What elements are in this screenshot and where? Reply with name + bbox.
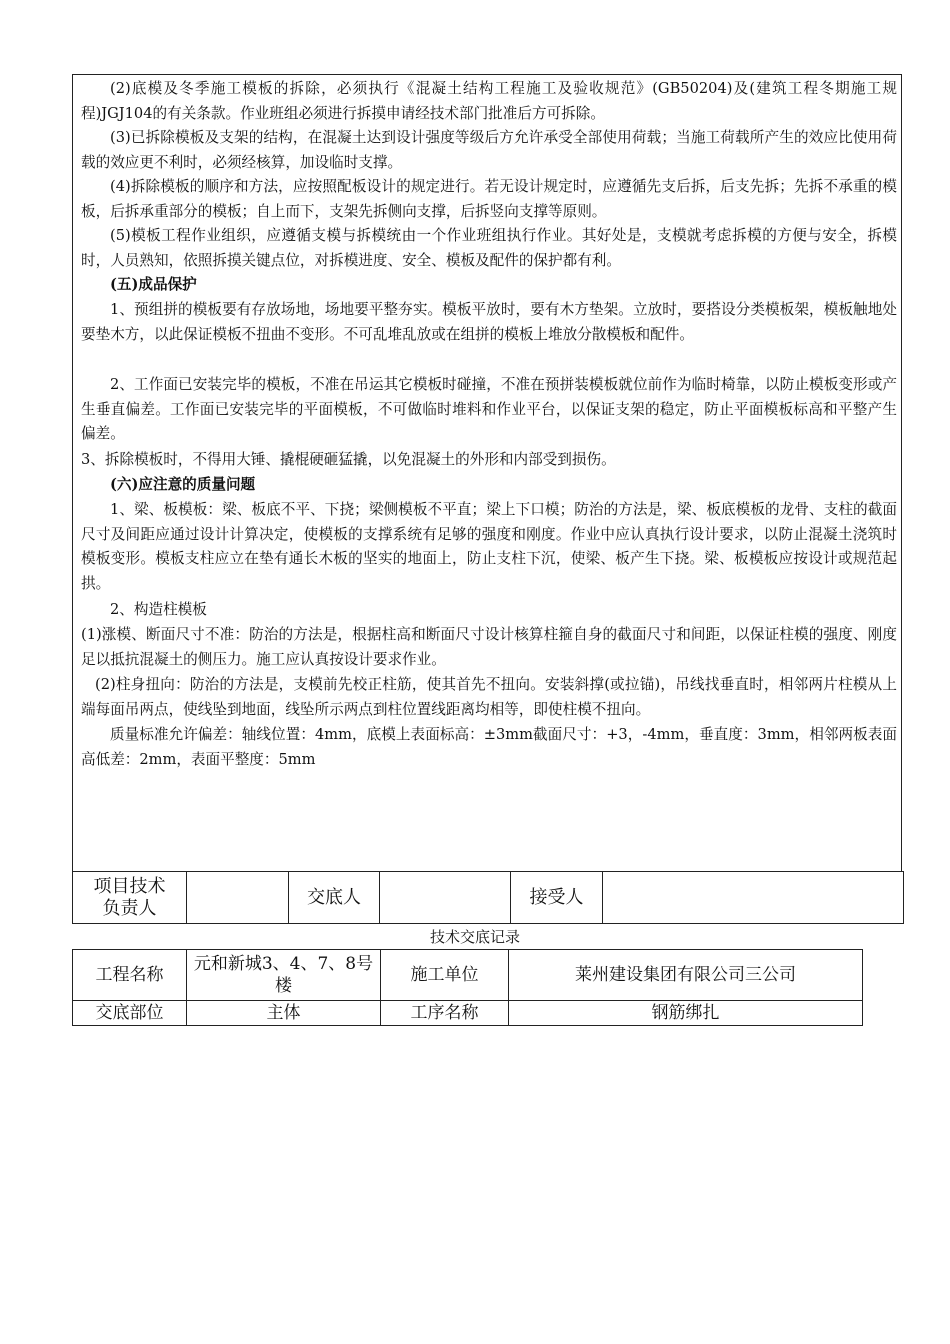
project-name-label: 工程名称 — [73, 950, 187, 1001]
signature-row — [73, 872, 904, 924]
construction-unit-label: 施工单位 — [381, 950, 509, 1001]
paragraph-column-1: (1)涨模、断面尺寸不准：防治的方法是，根据柱高和断面尺寸设计核算柱箍自身的截面尺寸和间距，以保证柱模的强度、刚度足以抵抗混凝土的侧压力。施工应认真按设计要求作业。 — [81, 626, 897, 668]
heading-product-protection: (五)成品保护 — [110, 276, 197, 293]
paragraph-protection-3: 3、拆除模板时，不得用大锤、撬棍硬砸猛撬，以免混凝土的外形和内部受到损伤。 — [81, 451, 616, 468]
paragraph-formwork-removal-2: (2)底模及冬季施工模板的拆除，必须执行《混凝土结构工程施工及验收规范》(GB50204)及(建筑工程冬期施工规程)JGJ104的有关条款。作业班组必须进行拆摸申请经技术部门批准后方可拆除。 — [81, 80, 897, 122]
process-name-value: 钢筋绑扎 — [509, 1001, 863, 1026]
process-name-label: 工序名称 — [381, 1001, 509, 1026]
presenter-label: 交底人 — [289, 872, 380, 924]
part-row — [73, 1001, 863, 1026]
heading-quality-issues: (六)应注意的质量问题 — [110, 476, 256, 493]
paragraph-formwork-removal-4: (4)拆除模板的顺序和方法，应按照配板设计的规定进行。若无设计规定时，应遵循先支后拆，后支先拆；先拆不承重的模板，后拆承重部分的模板；自上而下，支架先拆侧向支撑，后拆竖向支撑等原则。 — [81, 178, 897, 220]
paragraph-protection-1: 1、预组拼的模板要有存放场地，场地要平整夯实。模板平放时，要有木方垫架。立放时，要搭设分类模板架，模板触地处要垫木方，以此保证模板不扭曲不变形。不可乱堆乱放或在组拼的模板上堆放分散模板和配件。 — [81, 301, 897, 343]
paragraph-formwork-removal-5: (5)模板工程作业组织，应遵循支模与拆模统由一个作业班组执行作业。其好处是，支模就考虑拆模的方便与安全，拆模时，人员熟知，依照拆摸关键点位，对拆模进度、安全、模板及配件的保护都有利。 — [81, 227, 897, 269]
content-box — [72, 74, 902, 871]
construction-unit-value: 莱州建设集团有限公司三公司 — [509, 950, 863, 1001]
tech-lead-label: 项目技术负责人 — [73, 872, 187, 924]
signature-table — [72, 871, 904, 924]
heading-structural-column: 2、构造柱模板 — [110, 601, 207, 618]
receiver-label: 接受人 — [511, 872, 603, 924]
record-info-table — [72, 949, 863, 1026]
tech-lead-signature-cell[interactable] — [187, 872, 289, 924]
record-title: 技术交底记录 — [429, 928, 520, 946]
receiver-signature-cell[interactable] — [603, 872, 904, 924]
paragraph-tolerance: 质量标准允许偏差：轴线位置：4mm，底模上表面标高：±3mm截面尺寸：+3，-4mm，垂直度：3mm，相邻两板表面高低差：2mm，表面平整度：5mm — [81, 726, 897, 768]
paragraph-column-2: (2)柱身扭向：防治的方法是，支模前先校正柱筋，使其首先不扭向。安装斜撑(或拉锚)，吊线找垂直时，相邻两片柱模从上端每面吊两点，使线坠到地面，线坠所示两点到柱位置线距离均相等，即使柱模不扭向。 — [81, 676, 897, 718]
paragraph-protection-2: 2、工作面已安装完毕的模板，不准在吊运其它模板时碰撞，不准在预拼装模板就位前作为临时椅靠，以防止模板变形或产生垂直偏差。工作面已安装完毕的平面模板，不可做临时堆料和作业平台，以保证支架的稳定，防止平面模板标高和平整产生偏差。 — [81, 376, 897, 442]
presenter-signature-cell[interactable] — [380, 872, 511, 924]
project-name-value: 元和新城3、4、7、8号楼 — [187, 950, 381, 1001]
handover-part-value: 主体 — [187, 1001, 381, 1026]
project-row — [73, 950, 863, 1001]
handover-part-label: 交底部位 — [73, 1001, 187, 1026]
paragraph-quality-beam-slab: 1、梁、板模板：梁、板底不平、下挠；梁侧模板不平直；梁上下口模；防治的方法是，梁、板底模板的龙骨、支柱的截面尺寸及间距应通过设计计算决定，使模板的支撑系统有足够的强度和刚度。作业中应认真执行设计要求，以防止混凝土浇筑时模板变形。模板支柱应立在垫有通长木板的坚实的地面上，防止支柱下沉，使梁、板产生下挠。梁、板模板应按设计或规范起拱。 — [81, 501, 897, 592]
paragraph-formwork-removal-3: (3)已拆除模板及支架的结构，在混凝土达到设计强度等级后方允许承受全部使用荷载；当施工荷载所产生的效应比使用荷载的效应更不利时，必须经核算，加设临时支撑。 — [81, 129, 897, 171]
